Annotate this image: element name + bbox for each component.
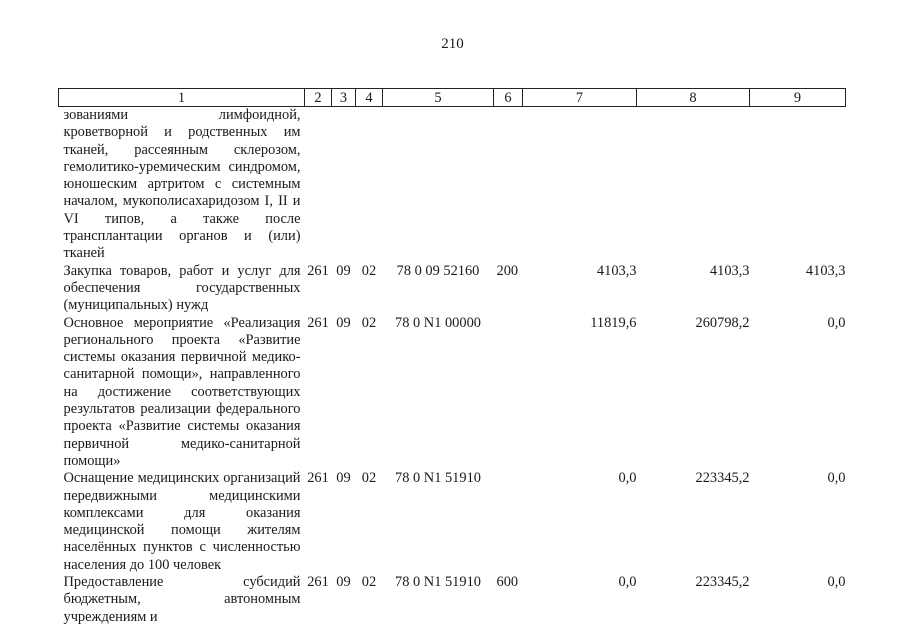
row-code-4: 02 [361, 470, 377, 487]
row-code-6 [494, 470, 523, 574]
row-code-4: 02 [361, 574, 377, 591]
row-code-3: 09 [336, 574, 351, 591]
row-code-2: 261 [307, 262, 329, 279]
row-code-6 [494, 107, 523, 263]
row-amount-7: 0,0 [618, 574, 637, 591]
column-header: 4 [356, 89, 383, 107]
row-amount-9 [750, 107, 846, 263]
row-code-2: 261 [307, 470, 329, 487]
row-description: Оснащение медицинских организаций передвижными медицинскими комплексами для оказания медицинской помощи жителям населённых пунктов с численностью населения до 100 человек [63, 470, 301, 573]
row-description: зованиями лимфоидной, кроветворной и родственных им тканей, рассеянным склерозом, гемолитико-уремическим синдромом, юношеским артритом с системным началом, мукополисахаридозом I, II и VI типов, а также после трансплантации органов и (или) тканей [63, 107, 301, 262]
row-code-5: 78 0 09 52160 [396, 262, 480, 279]
row-code-6: 200 [496, 262, 519, 279]
row-amount-8 [637, 107, 750, 263]
table-row [59, 470, 846, 574]
column-header: 9 [750, 89, 846, 107]
row-code-3: 09 [336, 470, 351, 487]
row-code-4: 02 [361, 262, 377, 279]
row-description: Предоставление субсидий бюджетным, автономным учреждениям и [63, 574, 301, 625]
row-code-6: 600 [496, 574, 519, 591]
row-code-2 [305, 107, 332, 263]
row-code-6 [494, 315, 523, 471]
row-amount-8: 260798,2 [695, 314, 750, 331]
table-row [59, 574, 846, 626]
row-code-2: 261 [307, 314, 329, 331]
table-row [59, 107, 846, 263]
budget-table [58, 88, 846, 626]
row-code-3: 09 [336, 262, 351, 279]
row-code-3 [332, 107, 356, 263]
row-code-4 [356, 107, 383, 263]
row-code-4: 02 [361, 314, 377, 331]
column-header: 7 [523, 89, 637, 107]
row-amount-7: 0,0 [618, 470, 637, 487]
row-amount-8: 223345,2 [695, 574, 750, 591]
row-amount-9: 0,0 [827, 574, 846, 591]
row-amount-7 [523, 107, 637, 263]
row-code-5: 78 0 N1 51910 [395, 574, 481, 591]
row-code-5: 78 0 N1 00000 [395, 314, 481, 331]
row-description: Основное мероприятие «Реализация регионального проекта «Развитие системы оказания первичной медико-санитарной помощи», направленного на достижение соответствующих результатов реализации федерального проекта «Развитие системы оказания первичной медико-санитарной помощи» [63, 314, 301, 469]
column-header: 8 [637, 89, 750, 107]
table-header-row [59, 89, 846, 107]
row-code-3: 09 [336, 314, 351, 331]
column-header: 1 [59, 89, 305, 107]
row-amount-9: 0,0 [827, 314, 846, 331]
row-amount-8: 223345,2 [695, 470, 750, 487]
row-code-5: 78 0 N1 51910 [395, 470, 481, 487]
column-header: 3 [332, 89, 356, 107]
row-description: Закупка товаров, работ и услуг для обеспечения государственных (муниципальных) нужд [63, 262, 301, 314]
page-number: 210 [441, 36, 464, 52]
row-amount-7: 4103,3 [596, 262, 637, 279]
row-code-5 [383, 107, 494, 263]
row-amount-9: 4103,3 [805, 262, 846, 279]
column-header: 2 [305, 89, 332, 107]
column-header: 5 [383, 89, 494, 107]
table-row [59, 315, 846, 471]
row-amount-8: 4103,3 [709, 262, 750, 279]
row-amount-9: 0,0 [827, 470, 846, 487]
table-row [59, 263, 846, 315]
row-code-2: 261 [307, 574, 329, 591]
row-amount-7: 11819,6 [590, 314, 637, 331]
column-header: 6 [494, 89, 523, 107]
